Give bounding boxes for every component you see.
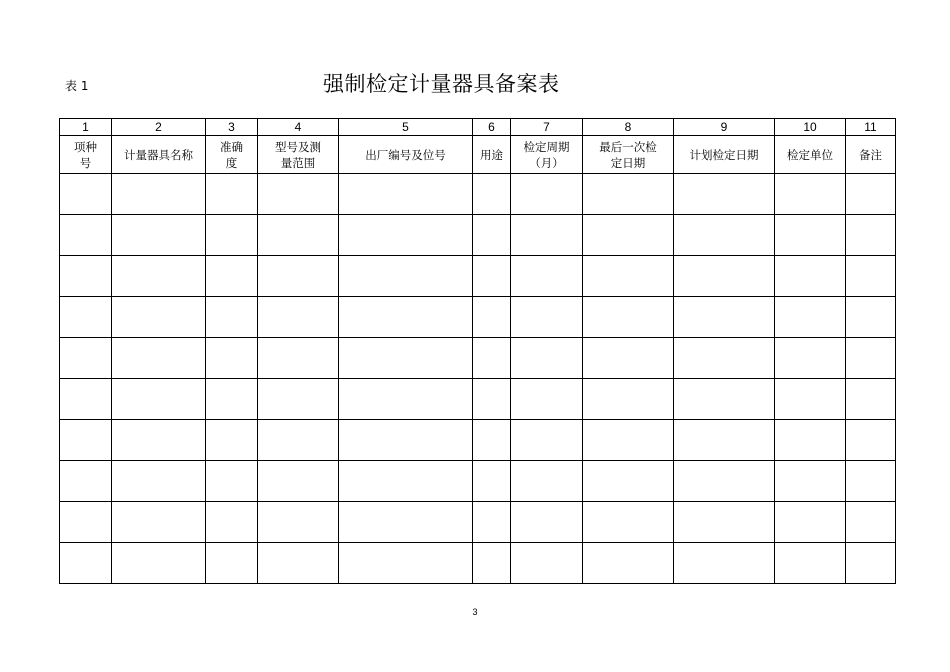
table-cell[interactable] [112, 461, 206, 502]
column-number-cell: 4 [258, 119, 339, 136]
table-cell[interactable] [775, 256, 846, 297]
column-number-cell: 5 [339, 119, 473, 136]
table-cell[interactable] [583, 379, 674, 420]
table-cell[interactable] [339, 502, 473, 543]
table-cell[interactable] [60, 543, 112, 584]
column-number-cell: 3 [206, 119, 258, 136]
table-cell[interactable] [60, 461, 112, 502]
table-cell[interactable] [775, 215, 846, 256]
column-number-cell: 9 [674, 119, 775, 136]
register-table [59, 118, 896, 584]
column-header-line: 检定单位 [787, 147, 833, 162]
table-cell[interactable] [206, 256, 258, 297]
table-cell[interactable] [846, 461, 896, 502]
table-cell[interactable] [511, 256, 583, 297]
table-cell[interactable] [112, 338, 206, 379]
table-cell[interactable] [775, 174, 846, 215]
table-cell[interactable] [511, 174, 583, 215]
table-cell[interactable] [511, 420, 583, 461]
table-cell[interactable] [60, 338, 112, 379]
column-header-line: 号 [79, 155, 92, 170]
column-number-cell: 7 [511, 119, 583, 136]
table-cell[interactable] [583, 297, 674, 338]
table-cell[interactable] [511, 543, 583, 584]
table-cell[interactable] [473, 543, 511, 584]
table-row [60, 420, 896, 461]
table-cell[interactable] [674, 379, 775, 420]
column-header-cell [583, 136, 674, 174]
table-cell[interactable] [473, 379, 511, 420]
page-number: 3 [472, 607, 478, 617]
column-header-line: 用途 [480, 147, 503, 162]
table-cell[interactable] [258, 379, 339, 420]
column-header-row [60, 136, 896, 174]
table-cell[interactable] [846, 543, 896, 584]
page-title: 强制检定计量器具备案表 [323, 72, 560, 96]
column-header-cell [511, 136, 583, 174]
table-cell[interactable] [674, 297, 775, 338]
table-cell[interactable] [339, 338, 473, 379]
table-cell[interactable] [112, 215, 206, 256]
table-cell[interactable] [60, 420, 112, 461]
column-number-cell: 1 [60, 119, 112, 136]
column-header-cell [674, 136, 775, 174]
table-cell[interactable] [583, 256, 674, 297]
column-number-cell: 8 [583, 119, 674, 136]
table-cell[interactable] [775, 297, 846, 338]
column-header-line: 型号及测 [275, 139, 321, 154]
table-cell[interactable] [473, 338, 511, 379]
column-header-line: 出厂编号及位号 [365, 147, 446, 162]
table-cell[interactable] [112, 502, 206, 543]
table-cell[interactable] [846, 256, 896, 297]
table-cell[interactable] [258, 420, 339, 461]
table-cell[interactable] [206, 215, 258, 256]
table-cell[interactable] [112, 297, 206, 338]
table-cell[interactable] [206, 174, 258, 215]
column-header-line: 度 [225, 155, 238, 170]
table-cell[interactable] [258, 338, 339, 379]
table-cell[interactable] [339, 461, 473, 502]
table-cell[interactable] [258, 297, 339, 338]
table-cell[interactable] [60, 502, 112, 543]
table-cell[interactable] [674, 256, 775, 297]
table-cell[interactable] [775, 338, 846, 379]
table-cell[interactable] [339, 256, 473, 297]
table-cell[interactable] [674, 461, 775, 502]
table-cell[interactable] [674, 502, 775, 543]
table-cell[interactable] [206, 297, 258, 338]
table-cell[interactable] [60, 297, 112, 338]
table-cell[interactable] [775, 543, 846, 584]
table-row [60, 297, 896, 338]
column-header-cell [206, 136, 258, 174]
table-row [60, 543, 896, 584]
table-cell[interactable] [775, 420, 846, 461]
table-cell[interactable] [775, 502, 846, 543]
table-cell[interactable] [583, 502, 674, 543]
table-cell[interactable] [258, 502, 339, 543]
table-cell[interactable] [112, 420, 206, 461]
table-cell[interactable] [206, 543, 258, 584]
table-cell[interactable] [511, 461, 583, 502]
table-cell[interactable] [473, 420, 511, 461]
table-row [60, 379, 896, 420]
table-cell[interactable] [674, 338, 775, 379]
table-cell[interactable] [846, 379, 896, 420]
table-cell[interactable] [473, 215, 511, 256]
column-header-line: 检定周期 [523, 139, 570, 154]
column-header-line: 准确 [220, 139, 243, 154]
table-cell[interactable] [206, 420, 258, 461]
table-cell[interactable] [511, 379, 583, 420]
table-cell[interactable] [112, 543, 206, 584]
table-cell[interactable] [846, 420, 896, 461]
column-number-cell: 2 [112, 119, 206, 136]
table-cell[interactable] [206, 338, 258, 379]
table-cell[interactable] [511, 215, 583, 256]
table-cell[interactable] [60, 174, 112, 215]
table-cell[interactable] [511, 297, 583, 338]
table-cell[interactable] [60, 256, 112, 297]
column-header-cell [112, 136, 206, 174]
table-cell[interactable] [775, 461, 846, 502]
table-cell[interactable] [60, 215, 112, 256]
table-row [60, 502, 896, 543]
table-cell[interactable] [846, 338, 896, 379]
table-cell[interactable] [258, 256, 339, 297]
table-cell[interactable] [846, 502, 896, 543]
table-cell[interactable] [583, 174, 674, 215]
column-number-row [60, 119, 896, 136]
table-row [60, 256, 896, 297]
table-cell[interactable] [583, 338, 674, 379]
table-cell[interactable] [112, 379, 206, 420]
table-cell[interactable] [339, 543, 473, 584]
table-cell[interactable] [674, 543, 775, 584]
table-cell[interactable] [775, 379, 846, 420]
table-cell[interactable] [583, 543, 674, 584]
table-cell[interactable] [339, 174, 473, 215]
table-cell[interactable] [60, 379, 112, 420]
table-cell[interactable] [206, 502, 258, 543]
column-number-cell: 6 [473, 119, 511, 136]
table-row [60, 215, 896, 256]
table-cell[interactable] [258, 543, 339, 584]
table-cell[interactable] [258, 174, 339, 215]
column-header-cell [775, 136, 846, 174]
table-cell[interactable] [846, 174, 896, 215]
table-cell[interactable] [258, 461, 339, 502]
table-cell[interactable] [674, 174, 775, 215]
column-header-cell [258, 136, 339, 174]
table-cell[interactable] [846, 215, 896, 256]
table-cell[interactable] [339, 420, 473, 461]
column-header-cell [473, 136, 511, 174]
table-cell[interactable] [583, 461, 674, 502]
table-cell[interactable] [339, 215, 473, 256]
table-cell[interactable] [473, 297, 511, 338]
column-number-cell: 11 [846, 119, 896, 136]
table-cell[interactable] [473, 461, 511, 502]
table-cell[interactable] [511, 502, 583, 543]
column-number-cell: 10 [775, 119, 846, 136]
column-header-line: 量范围 [280, 155, 316, 170]
table-cell[interactable] [473, 256, 511, 297]
table-cell[interactable] [258, 215, 339, 256]
column-header-line: 项种 [74, 139, 97, 154]
column-header-line: 定日期 [610, 155, 646, 170]
table-row [60, 338, 896, 379]
column-header-cell [339, 136, 473, 174]
column-header-line: 计划检定日期 [689, 147, 759, 162]
table-row [60, 174, 896, 215]
table-cell[interactable] [583, 215, 674, 256]
table-cell[interactable] [473, 502, 511, 543]
table-cell[interactable] [674, 420, 775, 461]
column-header-cell [846, 136, 896, 174]
table-row [60, 461, 896, 502]
table-cell[interactable] [674, 215, 775, 256]
column-header-line: （月） [529, 155, 564, 170]
table-cell[interactable] [206, 379, 258, 420]
table-cell[interactable] [112, 174, 206, 215]
table-cell[interactable] [206, 461, 258, 502]
column-header-line: 最后一次检 [599, 139, 657, 154]
table-cell[interactable] [846, 297, 896, 338]
column-header-line: 备注 [859, 147, 882, 162]
column-header-line: 计量器具名称 [124, 147, 193, 162]
table-cell[interactable] [339, 297, 473, 338]
table-cell[interactable] [112, 256, 206, 297]
table-cell[interactable] [511, 338, 583, 379]
table-cell[interactable] [473, 174, 511, 215]
table-cell[interactable] [583, 420, 674, 461]
column-header-cell [60, 136, 112, 174]
table-cell[interactable] [339, 379, 473, 420]
table-label: 表 1 [65, 79, 89, 93]
